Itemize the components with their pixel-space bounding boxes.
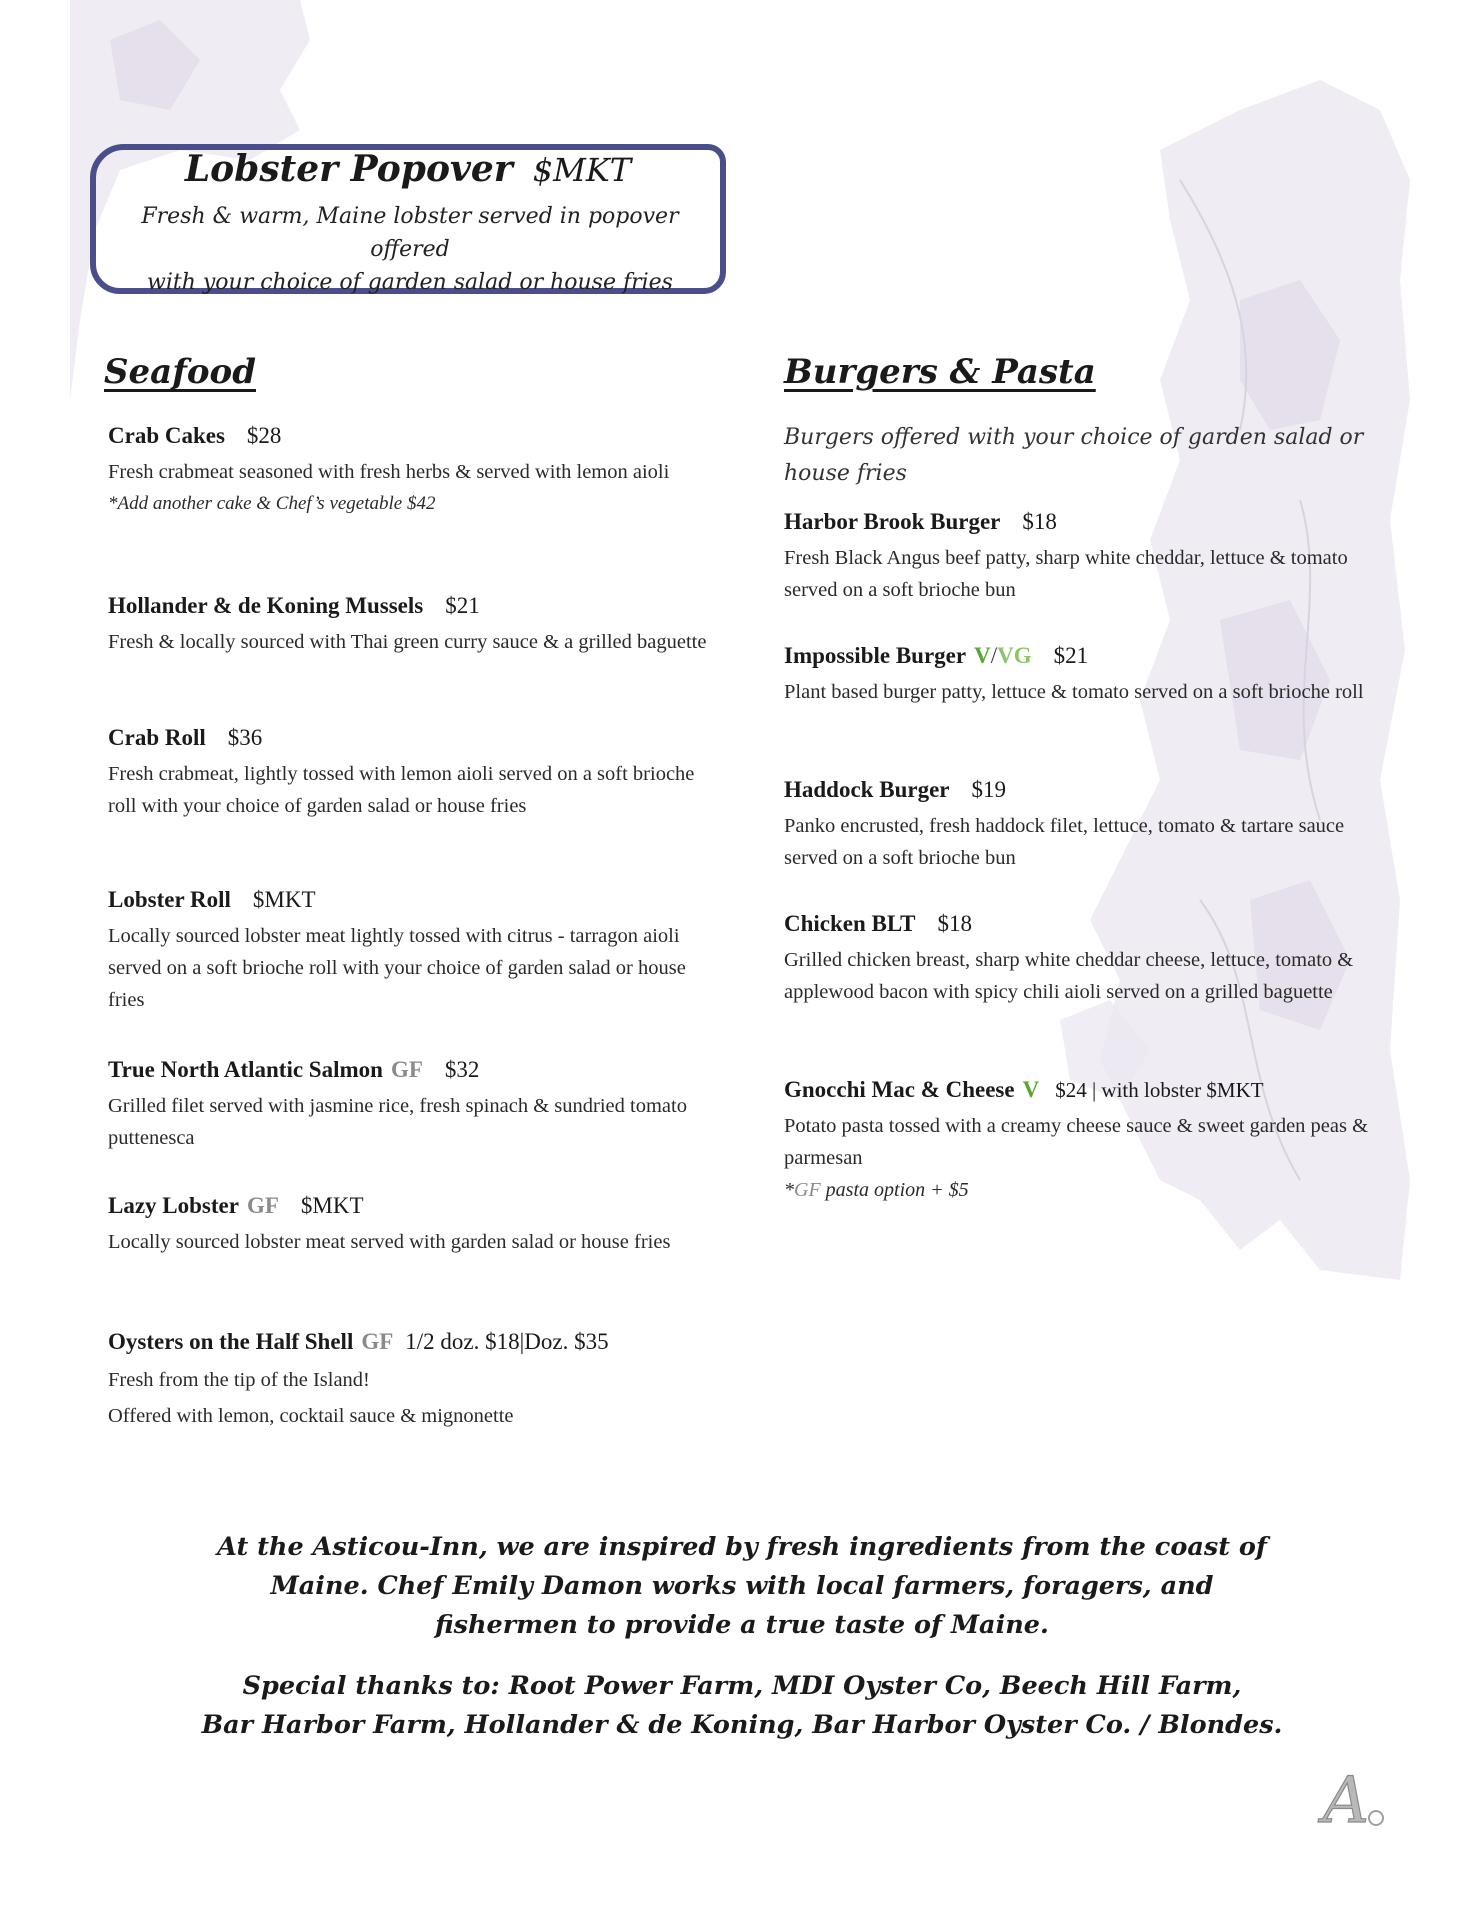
thanks-line: Bar Harbor Farm, Hollander & de Koning, Bar Harbor Oyster Co. / Blondes.	[201, 1710, 1283, 1740]
item-price: $18	[1022, 509, 1057, 534]
item-name: Gnocchi Mac & Cheese	[784, 1077, 1015, 1102]
item-name: Chicken BLT	[784, 911, 916, 936]
item-price: $36	[227, 725, 263, 750]
vegetarian-vegan-tag	[974, 643, 1032, 668]
menu-item-lobster-roll	[108, 884, 708, 1016]
item-note	[784, 1174, 1384, 1206]
burgers-intro: Burgers offered with your choice of garden salad or house fries	[784, 425, 1364, 486]
item-name: Oysters on the Half Shell	[108, 1329, 354, 1354]
item-description: Fresh crabmeat, lightly tossed with lemon aioli served on a soft brioche roll with your choice of garden salad or house fries	[108, 763, 695, 817]
feature-description	[100, 200, 720, 299]
item-name: True North Atlantic Salmon	[108, 1057, 383, 1082]
item-name: Crab Roll	[108, 725, 206, 750]
feature-description-line: Fresh & warm, Maine lobster served in popover offered	[141, 204, 679, 262]
item-description: Locally sourced lobster meat lightly tossed with citrus - tarragon aioli served on a soft brioche roll with your choice of garden salad or house fries	[108, 925, 686, 1011]
feature-price: $MKT	[532, 151, 632, 189]
item-description: Fresh Black Angus beef patty, sharp white cheddar, lettuce & tomato served on a soft brioche bun	[784, 547, 1348, 601]
item-price: $28	[246, 423, 282, 448]
menu-item-impossible-burger	[784, 640, 1374, 708]
item-price: $32	[444, 1057, 480, 1082]
item-price: $19	[971, 777, 1006, 802]
item-price: $18	[937, 911, 972, 936]
item-name: Lazy Lobster	[108, 1193, 239, 1218]
note-text: pasta option + $5	[820, 1179, 969, 1201]
item-name: Lobster Roll	[108, 887, 231, 912]
item-price: 1/2 doz. $18|Doz. $35	[405, 1329, 609, 1354]
menu-item-oysters	[108, 1326, 748, 1432]
footer-paragraph-thanks	[200, 1667, 1284, 1745]
item-description: Potato pasta tossed with a creamy cheese sauce & sweet garden peas & parmesan	[784, 1115, 1369, 1169]
item-description: Grilled filet served with jasmine rice, fresh spinach & sundried tomato puttenesca	[108, 1095, 687, 1149]
menu-item-harbor-brook-burger	[784, 506, 1374, 606]
gluten-free-tag: GF	[794, 1179, 821, 1201]
item-note: *Add another cake & Chef’s vegetable $42	[108, 493, 436, 514]
seafood-section-title: Seafood	[104, 352, 256, 392]
footer-statement	[200, 1528, 1284, 1767]
item-name: Crab Cakes	[108, 423, 225, 448]
vegetarian-tag: V	[974, 643, 991, 668]
thanks-line: Special thanks to: Root Power Farm, MDI Oyster Co, Beech Hill Farm,	[242, 1671, 1242, 1701]
gluten-free-tag: GF	[361, 1329, 394, 1354]
feature-title-line	[96, 148, 720, 190]
menu-item-chicken-blt	[784, 908, 1374, 1008]
item-description: Grilled chicken breast, sharp white cheddar cheese, lettuce, tomato & applewood bacon with spicy chili aioli served on a grilled baguette	[784, 949, 1354, 1003]
vegan-tag: VG	[997, 643, 1032, 668]
item-price: $21	[1053, 643, 1089, 668]
item-name: Hollander & de Koning Mussels	[108, 593, 424, 618]
item-description: Fresh & locally sourced with Thai green curry sauce & a grilled baguette	[108, 631, 707, 653]
menu-item-crab-cakes	[108, 420, 708, 520]
item-description: Offered with lemon, cocktail sauce & mignonette	[108, 1405, 514, 1427]
vegetarian-tag: V	[1022, 1077, 1040, 1102]
item-name: Impossible Burger	[784, 643, 967, 668]
item-price: $MKT	[300, 1193, 364, 1218]
feature-description-line: with your choice of garden salad or house fries	[147, 270, 673, 295]
menu-item-crab-roll	[108, 722, 708, 822]
item-description: Panko encrusted, fresh haddock filet, lettuce, tomato & tartare sauce served on a soft brioche bun	[784, 815, 1345, 869]
item-description: Locally sourced lobster meat served with garden salad or house fries	[108, 1231, 671, 1253]
item-name: Haddock Burger	[784, 777, 950, 802]
tag-separator: /	[990, 643, 998, 668]
item-description: Fresh crabmeat seasoned with fresh herbs & served with lemon aioli	[108, 461, 670, 483]
item-name: Harbor Brook Burger	[784, 509, 1001, 534]
item-description: Fresh from the tip of the Island!	[108, 1369, 370, 1391]
feature-title: Lobster Popover	[184, 148, 513, 190]
menu-item-gnocchi-mac	[784, 1074, 1384, 1206]
menu-item-mussels	[108, 590, 708, 658]
footer-paragraph-inspiration: At the Asticou-Inn, we are inspired by fresh ingredients from the coast of Maine. Chef Emily Damon works with local farmers, foragers, and fishermen to provide a true taste of Maine.	[217, 1532, 1267, 1640]
logo-letter: A	[1322, 1764, 1370, 1838]
gluten-free-tag: GF	[246, 1193, 279, 1218]
item-description: Plant based burger patty, lettuce & tomato served on a soft brioche roll	[784, 681, 1364, 703]
note-prefix: *	[784, 1179, 794, 1201]
menu-item-lazy-lobster	[108, 1190, 708, 1258]
item-price: $MKT	[252, 887, 316, 912]
asticou-monogram-icon	[1310, 1760, 1390, 1840]
burgers-section-title: Burgers & Pasta	[784, 352, 1096, 392]
menu-item-salmon	[108, 1054, 708, 1154]
gluten-free-tag: GF	[390, 1057, 423, 1082]
menu-item-haddock-burger	[784, 774, 1374, 874]
item-price: $24 | with lobster $MKT	[1055, 1078, 1264, 1102]
item-price: $21	[445, 593, 480, 618]
